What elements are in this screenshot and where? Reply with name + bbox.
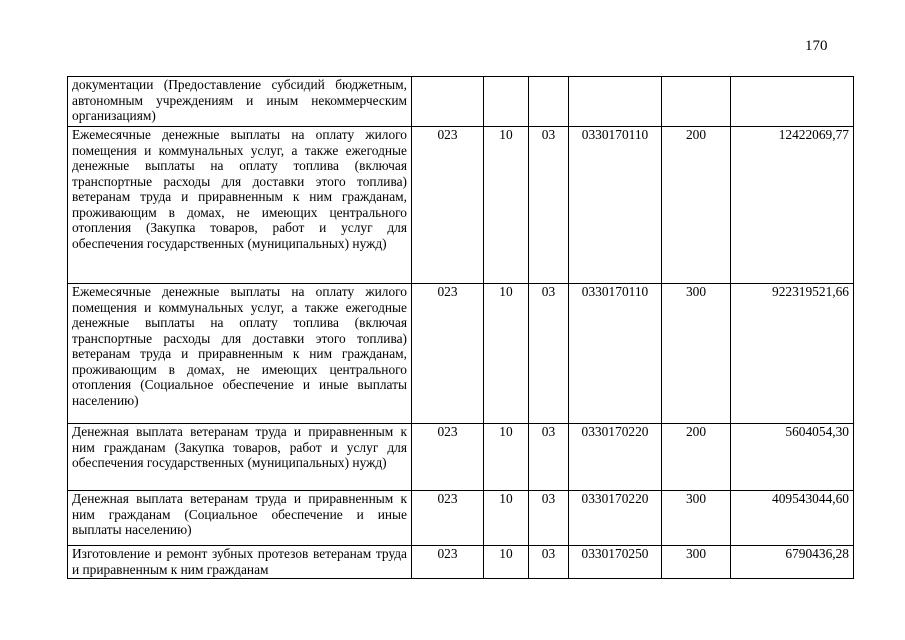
table-row — [68, 491, 854, 546]
row-amount: 12422069,77 — [731, 127, 854, 284]
row-target-article: 0330170220 — [569, 491, 662, 546]
row-ministry-code — [412, 77, 484, 127]
row-subsection-code — [529, 77, 569, 127]
table-row — [68, 546, 854, 579]
row-amount — [731, 77, 854, 127]
row-expense-type: 200 — [662, 127, 731, 284]
table-row — [68, 77, 854, 127]
row-expense-type: 300 — [662, 491, 731, 546]
row-target-article: 0330170250 — [569, 546, 662, 579]
row-amount: 409543044,60 — [731, 491, 854, 546]
row-subsection-code: 03 — [529, 491, 569, 546]
row-section-code — [484, 77, 529, 127]
row-expense-type: 300 — [662, 284, 731, 424]
row-amount: 6790436,28 — [731, 546, 854, 579]
row-ministry-code: 023 — [412, 127, 484, 284]
row-ministry-code: 023 — [412, 424, 484, 491]
row-section-code: 10 — [484, 424, 529, 491]
row-target-article: 0330170110 — [569, 127, 662, 284]
row-target-article: 0330170110 — [569, 284, 662, 424]
table-row — [68, 284, 854, 424]
row-ministry-code: 023 — [412, 491, 484, 546]
row-target-article — [569, 77, 662, 127]
row-expense-type: 200 — [662, 424, 731, 491]
row-ministry-code: 023 — [412, 284, 484, 424]
row-description: Ежемесячные денежные выплаты на оплату жилого помещения и коммунальных услуг, а также ежегодные денежные выплаты на оплату топлива (включая транспортные расходы для доставки этого топлива) ветеранам труда и приравненным к ним гражданам, проживающим в домах, не имеющих центрального отопления (Социальное обеспечение и иные выплаты населению) — [68, 284, 412, 424]
page-number: 170 — [805, 38, 828, 54]
row-expense-type — [662, 77, 731, 127]
row-description: Ежемесячные денежные выплаты на оплату жилого помещения и коммунальных услуг, а также ежегодные денежные выплаты на оплату топлива (включая транспортные расходы для доставки этого топлива) ветеранам труда и приравненным к ним гражданам, проживающим в домах, не имеющих центрального отопления (Закупка товаров, работ и услуг для обеспечения государственных (муниципальных) нужд) — [68, 127, 412, 284]
row-description: Денежная выплата ветеранам труда и приравненным к ним гражданам (Социальное обеспечение и иные выплаты населению) — [68, 491, 412, 546]
row-amount: 922319521,66 — [731, 284, 854, 424]
table-row — [68, 424, 854, 491]
row-section-code: 10 — [484, 546, 529, 579]
row-amount: 5604054,30 — [731, 424, 854, 491]
row-subsection-code: 03 — [529, 546, 569, 579]
row-subsection-code: 03 — [529, 284, 569, 424]
row-subsection-code: 03 — [529, 424, 569, 491]
row-description: документации (Предоставление субсидий бюджетным, автономным учреждениям и иным некоммерческим организациям) — [68, 77, 412, 127]
budget-table — [67, 76, 854, 579]
row-section-code: 10 — [484, 127, 529, 284]
row-subsection-code: 03 — [529, 127, 569, 284]
row-expense-type: 300 — [662, 546, 731, 579]
row-section-code: 10 — [484, 284, 529, 424]
table-row — [68, 127, 854, 284]
row-ministry-code: 023 — [412, 546, 484, 579]
row-description: Денежная выплата ветеранам труда и приравненным к ним гражданам (Закупка товаров, работ и услуг для обеспечения государственных (муниципальных) нужд) — [68, 424, 412, 491]
row-description: Изготовление и ремонт зубных протезов ветеранам труда и приравненным к ним гражданам — [68, 546, 412, 579]
row-section-code: 10 — [484, 491, 529, 546]
row-target-article: 0330170220 — [569, 424, 662, 491]
